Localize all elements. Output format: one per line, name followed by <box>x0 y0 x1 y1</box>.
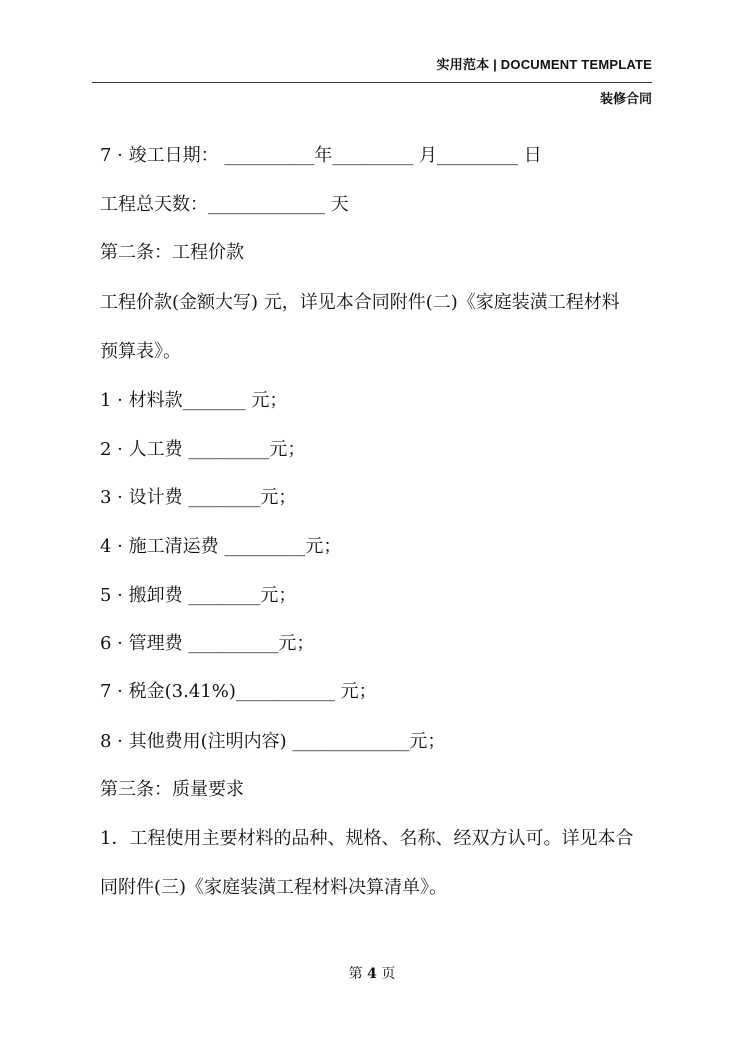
quality-paragraph-line-2: 同附件(三)《家庭装潢工程材料决算清单》。 <box>100 877 448 898</box>
price-paragraph-line-1: 工程价款(金额大写) 元，详见本合同附件(二)《家庭装潢工程材料 <box>100 292 620 313</box>
price-paragraph-line-2: 预算表》。 <box>100 341 181 362</box>
quality-paragraph-line-1: 1．工程使用主要材料的品种、规格、名称、经双方认可。详见本合 <box>100 828 634 849</box>
header-title: 实用范本 | DOCUMENT TEMPLATE <box>436 57 652 72</box>
fee-item-design: 3 · 设计费 ________元； <box>100 487 297 508</box>
page-suffix: 页 <box>381 966 396 982</box>
fee-item-materials: 1 · 材料款_______ 元； <box>100 390 288 411</box>
page-prefix: 第 <box>348 966 363 982</box>
article-2-heading: 第二条：工程价款 <box>100 242 244 263</box>
fee-item-moving: 5 · 搬卸费 ________元； <box>100 585 297 606</box>
fee-item-tax: 7 · 税金(3.41%)___________ 元； <box>100 681 377 702</box>
fee-item-labor: 2 · 人工费 _________元； <box>100 439 306 460</box>
article-3-heading: 第三条：质量要求 <box>100 779 244 800</box>
completion-date-line: 7 · 竣工日期： __________年_________ 月_________ 日 <box>100 145 542 166</box>
page-number <box>0 963 744 983</box>
page-number-value: 4 <box>367 966 377 982</box>
total-days-line: 工程总天数：_____________ 天 <box>100 194 349 215</box>
header-subtitle: 装修合同 <box>599 91 652 106</box>
fee-item-other: 8 · 其他费用(注明内容) _____________元； <box>100 731 446 752</box>
fee-item-management: 6 · 管理费 __________元； <box>100 633 315 654</box>
fee-item-cleanup: 4 · 施工清运费 _________元； <box>100 536 342 557</box>
header-divider <box>92 82 652 83</box>
